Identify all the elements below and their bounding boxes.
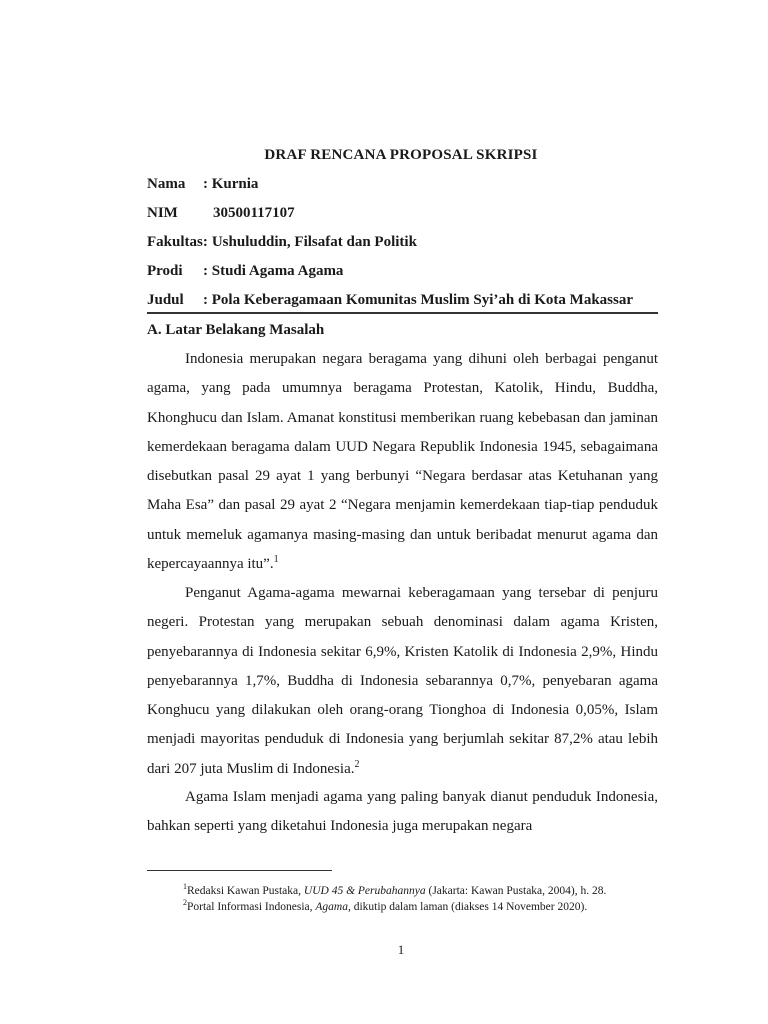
footnote-title: UUD 45 & Perubahannya xyxy=(303,884,426,897)
footnote-divider xyxy=(147,870,332,871)
footnote-1 xyxy=(183,882,606,897)
paragraph-text: Penganut Agama-agama mewarnai keberagamaan yang tersebar di penjuru negeri. Protestan yang merupakan sebuah denominasi dalam agama Kristen, penyebarannya di Indonesia sekitar 6,9%, Kristen Katolik di Indonesia 2,9%, Hindu penyebarannya 1,7%, Buddha di Indonesia sebarannya 0,7%, penyebaran agama Konghucu yang dilakukan oleh orang-orang Tionghoa di Indonesia 0,05%, Islam menjadi mayoritas penduduk di Indonesia yang berjumlah sekitar 87,2% atau lebih dari 207 juta Muslim di Indonesia. xyxy=(147,585,658,777)
field-label: Prodi xyxy=(147,263,183,279)
field-label: Nama xyxy=(147,176,186,192)
page-number: 1 xyxy=(397,942,405,957)
field-prodi xyxy=(147,263,343,280)
field-value: Ushuluddin, Filsafat dan Politik xyxy=(211,234,417,250)
field-value: : Pola Keberagamaan Komunitas Muslim Syi’ah di Kota Makassar xyxy=(203,292,634,308)
paragraph-1 xyxy=(147,345,658,579)
field-judul xyxy=(147,292,633,309)
footnote-text: Redaksi Kawan Pustaka, xyxy=(187,884,304,897)
field-label: Judul xyxy=(147,292,184,308)
footnote-ref: 1 xyxy=(273,554,279,566)
title-divider xyxy=(147,312,658,314)
footnote-number: 1 xyxy=(183,882,187,891)
paragraph-text: Indonesia merupakan negara beragama yang dihuni oleh berbagai penganut agama, yang pada umumnya beragama Protestan, Katolik, Hindu, Buddha, Khonghucu dan Islam. Amanat konstitusi memberikan ruang kebebasan dan jaminan kemerdekaan beragama dalam UUD Negara Republik Indonesia 1945, sebagaimana disebutkan pasal 29 ayat 1 yang berbunyi “Negara berdasar atas Ketuhanan yang Maha Esa” dan pasal 29 ayat 2 “Negara menjamin kemerdekaan tiap-tiap penduduk untuk memeluk agamanya masing-masing dan untuk beribadat menurut agama dan kepercayaannya itu”. xyxy=(147,351,658,573)
footnote-title: Agama, xyxy=(315,900,351,913)
footnote-2 xyxy=(183,898,587,913)
footnote-ref: 2 xyxy=(354,758,360,770)
paragraph-text: Agama Islam menjadi agama yang paling banyak dianut penduduk Indonesia, bahkan seperti yang diketahui Indonesia juga merupakan negara xyxy=(147,789,658,835)
field-label: Fakultas: xyxy=(147,234,208,250)
field-fakultas xyxy=(147,234,417,251)
field-value: 30500117107 xyxy=(213,205,295,221)
paragraph-2 xyxy=(147,579,658,784)
footnote-text: (Jakarta: Kawan Pustaka, 2004), h. 28. xyxy=(425,884,607,897)
field-value: : Studi Agama Agama xyxy=(203,263,344,279)
footnote-text: dikutip dalam laman (diakses 14 November 2020). xyxy=(350,900,588,913)
footnote-text: Portal Informasi Indonesia, xyxy=(187,900,316,913)
paragraph-3 xyxy=(147,783,658,842)
field-label: NIM xyxy=(147,205,178,221)
section-heading: A. Latar Belakang Masalah xyxy=(147,322,325,338)
footnote-number: 2 xyxy=(183,898,187,907)
field-nama xyxy=(147,176,258,193)
field-value: : Kurnia xyxy=(203,176,259,192)
document-title: DRAF RENCANA PROPOSAL SKRIPSI xyxy=(264,147,538,163)
field-nim xyxy=(147,205,295,222)
